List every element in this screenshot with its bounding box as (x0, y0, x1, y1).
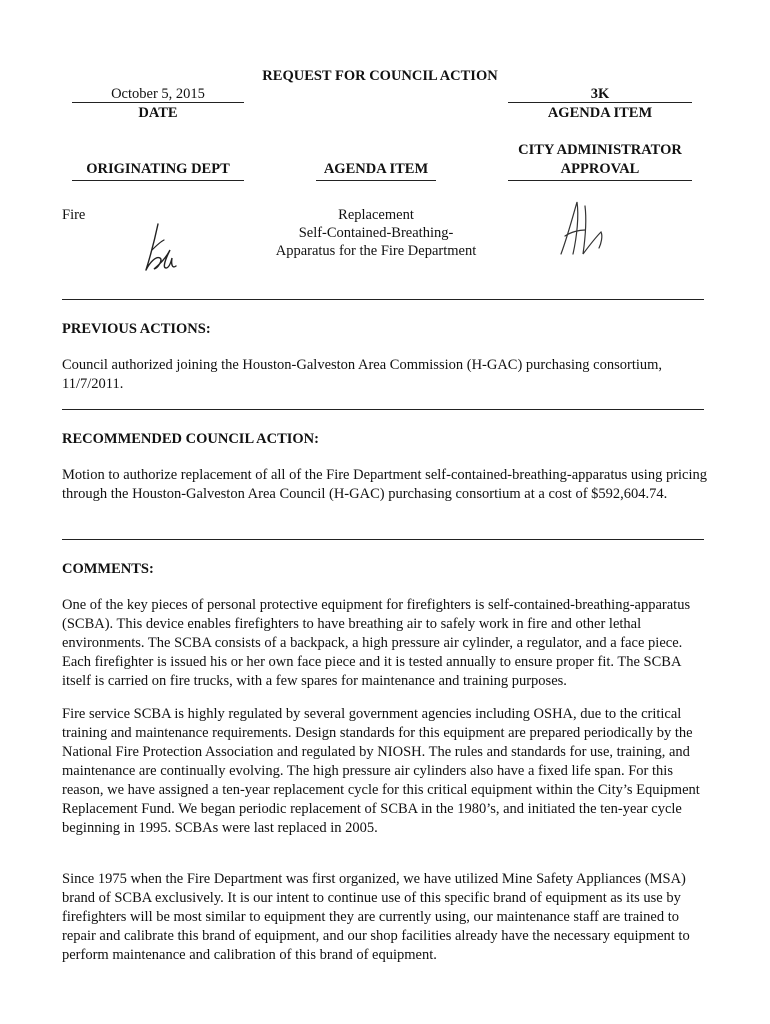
agenda-item-line3: Apparatus for the Fire Department (275, 243, 477, 259)
document-title: REQUEST FOR COUNCIL ACTION (262, 68, 498, 84)
agenda-item-number-label: AGENDA ITEM (547, 105, 653, 121)
comments-paragraph-2: Fire service SCBA is highly regulated by several government agencies including OSHA, due to the critical training and maintenance requirements. Design standards for this equipment are prepared periodically by the National Fire Protection Association and regulated by NIOSH. The rules and standards for use, training, and maintenance are continually evolving. The high pressure air cylinders also have a fixed life span. For this reason, we have assigned a ten-year replacement cycle for this critical equipment within the City’s Equipment Replacement Fund. We began periodic replacement of SCBA in the 1980’s, and initiated the ten-year cycle beginning in 1995. SCBAs were last replaced in 2005. (62, 706, 700, 836)
comments-heading: COMMENTS: (62, 561, 154, 577)
recommended-action-text: Motion to authorize replacement of all of the Fire Department self-contained-breathing-apparatus using pricing through the Houston-Galveston Area Council (H-GAC) purchasing consortium at a cost of $592,604.74. (62, 467, 708, 502)
date-rule (72, 102, 244, 103)
comments-paragraph-3: Since 1975 when the Fire Department was first organized, we have utilized Mine Safety Appliances (MSA) brand of SCBA exclusively. It is our intent to continue use of this specific brand of equipment as its use by firefighters will be most similar to equipment they are currently using, our maintenance staff are trained to repair and calibrate this brand of equipment, and our shop facilities already have the necessary equipment to perform maintenance and calibration of this brand of equipment. (62, 871, 690, 963)
section-divider-2 (62, 409, 704, 410)
previous-actions-text: Council authorized joining the Houston-Galveston Area Commission (H-GAC) purchasing consortium, 11/7/2011. (62, 357, 663, 392)
department-signature (138, 220, 186, 276)
agenda-item-line1: Replacement (338, 207, 414, 223)
originating-dept-rule (72, 180, 244, 181)
date-value: October 5, 2015 (111, 86, 205, 102)
approval-rule (508, 180, 692, 181)
comments-paragraph-1: One of the key pieces of personal protective equipment for firefighters is self-contained-breathing-apparatus (SCBA). This device enables firefighters to have breathing air to safely work in fire and other lethal environments. The SCBA consists of a backpack, a high pressure air cylinder, a regulator, and a face piece. Each firefighter is issued his or her own face piece and it is tested annually to ensure proper fit. The SCBA itself is carried on fire trucks, with a few spares for maintenance and training purposes. (62, 597, 691, 689)
approval-label-line1: CITY ADMINISTRATOR (518, 142, 682, 158)
section-divider-1 (62, 299, 704, 300)
previous-actions-heading: PREVIOUS ACTIONS: (62, 321, 211, 337)
recommended-action-heading: RECOMMENDED COUNCIL ACTION: (62, 431, 319, 447)
department-value: Fire (62, 207, 86, 223)
agenda-item-label: AGENDA ITEM (323, 161, 429, 177)
agenda-item-line2: Self-Contained-Breathing- (298, 225, 454, 241)
agenda-item-number: 3K (590, 86, 610, 102)
date-label: DATE (138, 105, 178, 121)
agenda-item-rule (316, 180, 436, 181)
agenda-number-rule (508, 102, 692, 103)
approval-signature (555, 196, 615, 264)
section-divider-3 (62, 539, 704, 540)
approval-label-line2: APPROVAL (560, 161, 640, 177)
originating-dept-label: ORIGINATING DEPT (86, 161, 230, 177)
